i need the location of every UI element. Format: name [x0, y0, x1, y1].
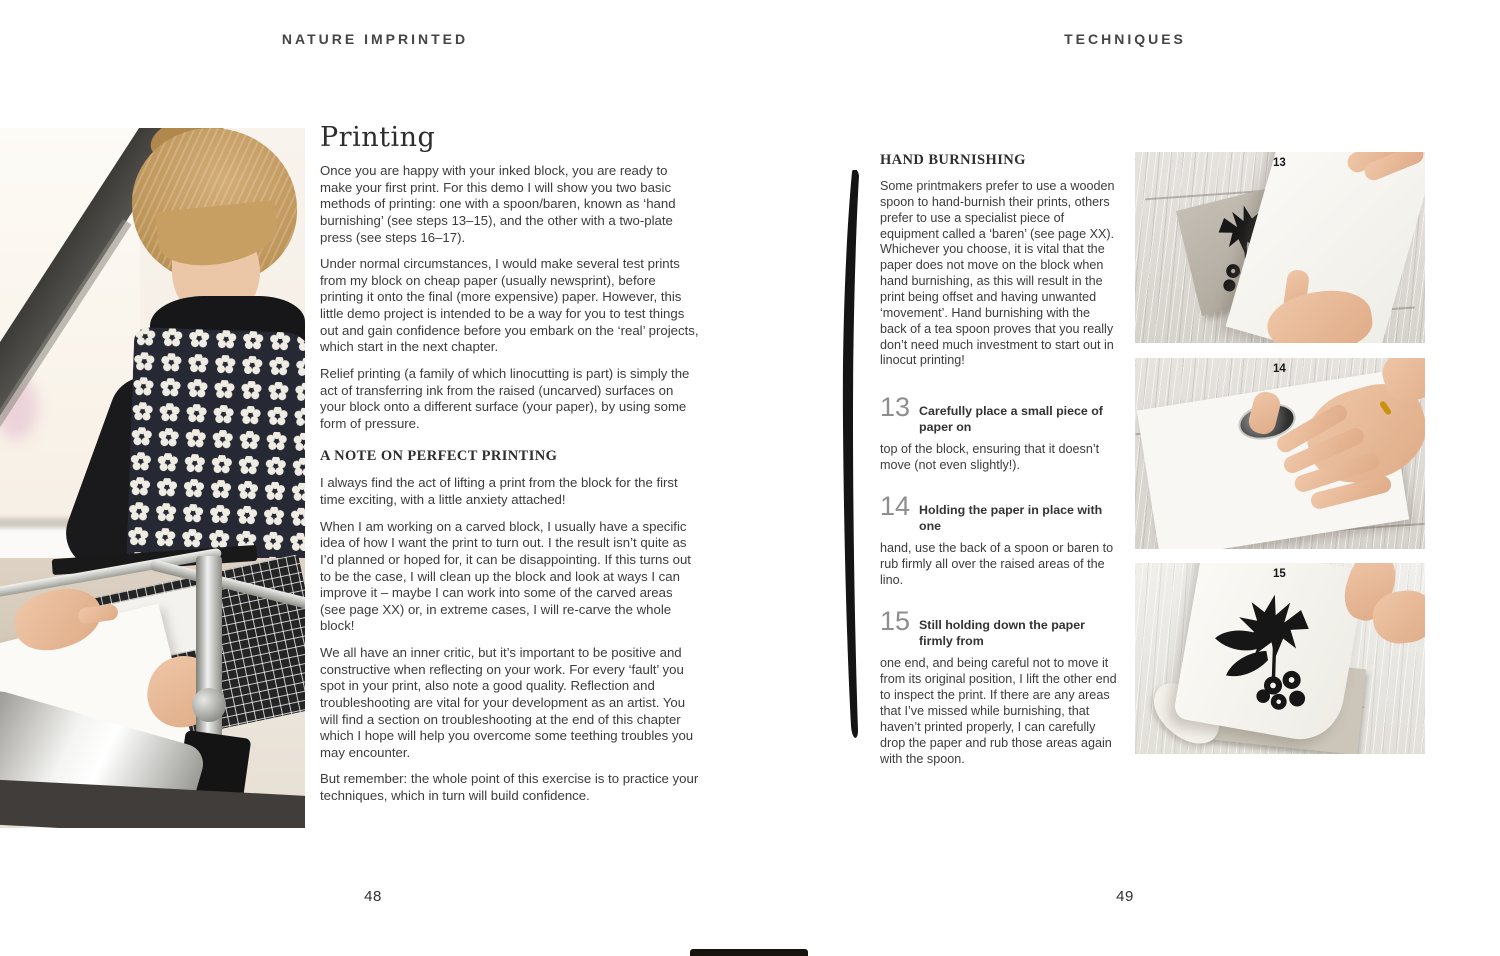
step-text: top of the block, ensuring that it doesn’t move (not even slightly!).: [880, 442, 1100, 473]
section-title: Printing: [320, 122, 436, 153]
running-head-right: TECHNIQUES: [1064, 31, 1186, 47]
step-number: 13: [880, 392, 911, 423]
photo-step-14-burnishing-with-spoon: [1135, 358, 1425, 549]
photo-printmaker-at-press: [0, 128, 305, 828]
paragraph: When I am working on a carved block, I usually have a specific idea of how I want the print to turn out. I the result isn’t quite as I’d planned or hoped for, it can be disappointing. If this turns out to be the case, I will clean up the block and look at ways I can improve it – maybe I can work into some of the carved areas (see page XX) or, in extreme cases, I will re-carve the whole block!: [320, 518, 691, 634]
paragraph: We all have an inner critic, but it’s important to be positive and constructive when reflecting on your work. For every ‘fault’ you spot in your print, also note a good quality. Reflection and troubleshooting are vital for your development as an artist. You will find a section on troubleshooting at the end of this chapter which I hope will help you overcome some teething troubles you may encounter.: [320, 645, 694, 760]
paragraph: But remember: the whole point of this exercise is to practice your techniques, which in turn will build confidence.: [320, 771, 699, 803]
step-number: 14: [880, 491, 911, 522]
running-head-left: NATURE IMPRINTED: [281, 31, 469, 47]
step-text: one end, and being careful not to move it from its original position, I lift the other end to inspect the print. If there are any areas that I’ve missed while burnishing, that haven’t printed properly, I can carefully drop the paper and rub those areas again with the spoon.: [880, 656, 1117, 767]
page-bottom-shadow: [690, 949, 808, 956]
step-lead: Carefully place a small piece of paper on: [919, 404, 1103, 434]
page-number-left: 48: [364, 888, 382, 905]
press-knob: [192, 688, 226, 722]
paragraph: Under normal circumstances, I would make several test prints from my block on cheap paper (usually newsprint), before printing it onto the final (more expensive) paper. However, this little demo project is intended to be a way for you to test things out and gain confidence before you embark on the ‘real’ projects, which start in the next chapter.: [320, 256, 699, 355]
step-lead: Still holding down the paper firmly from: [919, 618, 1085, 648]
left-text-column: [320, 122, 700, 815]
step-text: hand, use the back of a spoon or baren to rub firmly all over the raised areas of the lino.: [880, 541, 1114, 588]
note-heading: A NOTE ON PERFECT PRINTING: [320, 448, 558, 465]
brush-stroke-divider: [838, 170, 868, 750]
paragraph: I always find the act of lifting a print from the block for the first time exciting, with a little anxiety attached!: [320, 475, 678, 507]
right-text-column: [880, 152, 1120, 768]
step-15: [880, 606, 1120, 768]
paragraph: Relief printing (a family of which linocutting is part) is simply the act of transferring ink from the raised (uncarved) surfaces on your block onto a different surface (your paper), by using some form of pressure.: [320, 365, 690, 431]
step-number: 15: [880, 606, 911, 637]
photo-step-13-placing-paper: [1135, 152, 1425, 343]
step-lead: Holding the paper in place with one: [919, 503, 1103, 533]
page-number-right: 49: [1116, 888, 1134, 905]
photo-number: 14: [1273, 363, 1286, 375]
photo-number: 15: [1273, 568, 1286, 580]
step-13: [880, 392, 1120, 474]
press-roller-base: [0, 780, 305, 828]
paragraph: Once you are happy with your inked block, you are ready to make your first print. For this demo I will show you two basic methods of printing: one with a spoon/baren, known as ‘hand burnishing’ (see steps 13–15), and the other with a two-plate press (see steps 16–17).: [320, 163, 676, 245]
photo-step-15-lifting-print: [1135, 563, 1425, 754]
photo-number: 13: [1273, 157, 1286, 169]
paragraph: Some printmakers prefer to use a wooden spoon to hand-burnish their prints, others prefer to use a specialist piece of equipment called a ‘baren’ (see page XX). Whichever you choose, it is vital that the paper does not move on the block when hand burnishing, as this will result in the print being offset and having unwanted ‘movement’. Hand burnishing with the back of a tea spoon proves that you really don’t need much investment to start out in linocut printing!: [880, 179, 1115, 368]
step-14: [880, 491, 1120, 589]
hand-burnishing-heading: HAND BURNISHING: [880, 152, 1026, 168]
